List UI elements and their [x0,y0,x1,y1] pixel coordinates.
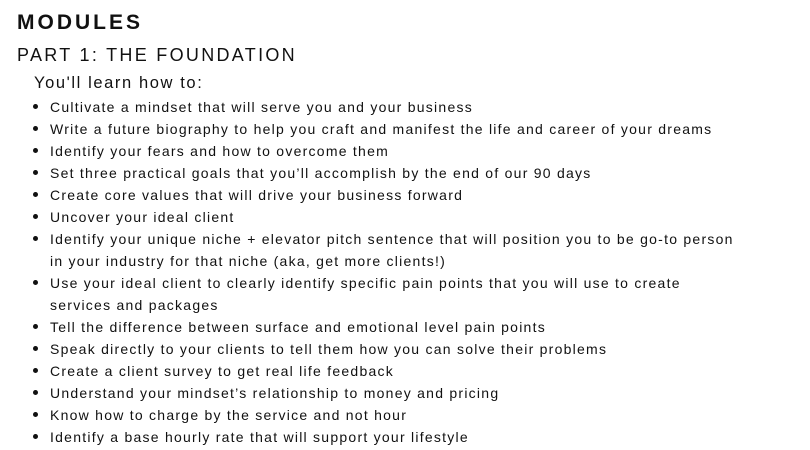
bullet-dot-icon [33,192,38,197]
list-item [0,272,810,316]
bullet-dot-icon [33,324,38,329]
bullet-dot-icon [33,280,38,285]
bullet-dot-icon [33,170,38,175]
list-item-text: Set three practical goals that you’ll accomplish by the end of our 90 days [50,165,592,181]
list-item [0,206,810,228]
list-item [0,96,810,118]
bullet-dot-icon [33,148,38,153]
list-item [0,118,810,140]
list-item-text: in your industry for that niche (aka, get more clients!) [50,253,447,269]
list-item-text: Identify your fears and how to overcome them [50,143,390,159]
list-item [0,162,810,184]
list-item [0,404,810,426]
list-item [0,140,810,162]
list-item-text: Know how to charge by the service and not hour [50,407,408,423]
bullet-dot-icon [33,214,38,219]
list-item-text: Understand your mindset’s relationship to money and pricing [50,385,500,401]
bullet-dot-icon [33,390,38,395]
bullet-dot-icon [33,104,38,109]
list-item [0,360,810,382]
bullet-dot-icon [33,434,38,439]
learning-outcomes-list [0,96,810,448]
list-item-text: Cultivate a mindset that will serve you and your business [50,99,473,115]
part-heading: PART 1: THE FOUNDATION [17,45,297,65]
bullet-dot-icon [33,412,38,417]
list-item-text: Use your ideal client to clearly identify specific pain points that you will use to create [50,275,681,291]
list-item-text: Identify a base hourly rate that will support your lifestyle [50,429,469,445]
list-item [0,184,810,206]
list-item [0,228,810,272]
bullet-dot-icon [33,236,38,241]
list-item-text: Speak directly to your clients to tell them how you can solve their problems [50,341,608,357]
list-item-text: Create a client survey to get real life feedback [50,363,395,379]
list-item [0,426,810,448]
list-item-text: Uncover your ideal client [50,209,235,225]
bullet-dot-icon [33,126,38,131]
list-item-text: Create core values that will drive your business forward [50,187,464,203]
bullet-dot-icon [33,346,38,351]
list-item-text: Tell the difference between surface and emotional level pain points [50,319,546,335]
list-item-text: Identify your unique niche + elevator pitch sentence that will position you to be go-to person [50,231,734,247]
bullet-dot-icon [33,368,38,373]
list-item-text: services and packages [50,297,219,313]
list-item [0,316,810,338]
page-title: MODULES [17,11,143,34]
list-item-text: Write a future biography to help you craft and manifest the life and career of your dreams [50,121,713,137]
list-item [0,338,810,360]
list-item [0,382,810,404]
intro-text: You'll learn how to: [34,74,204,92]
